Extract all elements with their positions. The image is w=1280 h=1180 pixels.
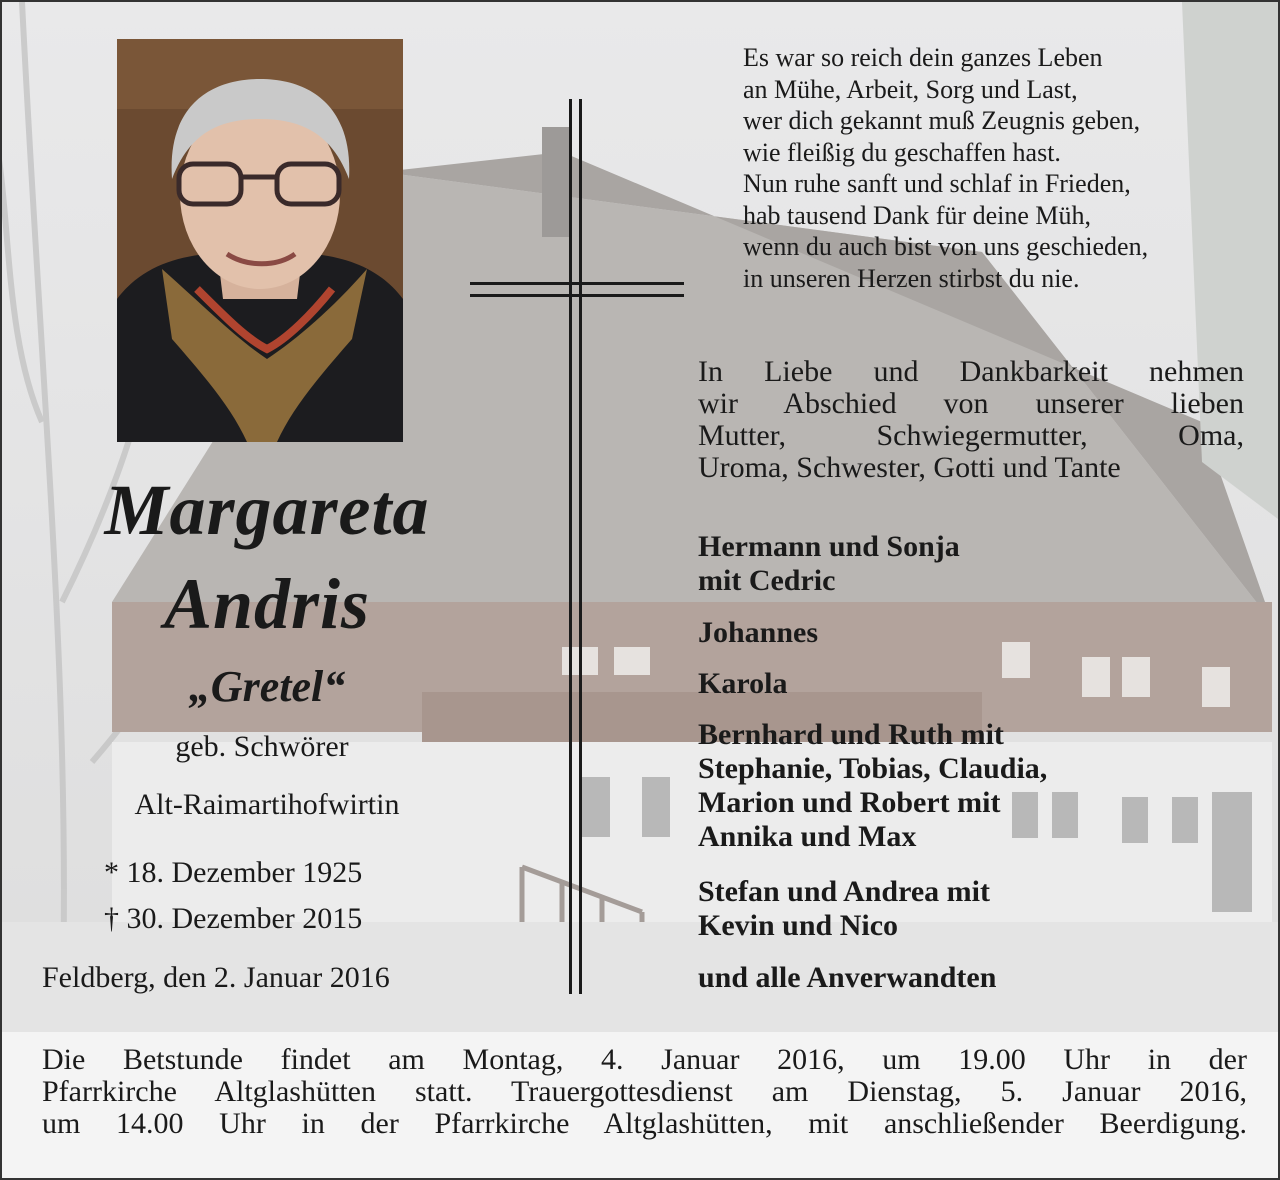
poem-line: in unseren Herzen stirbst du nie. <box>743 263 1080 293</box>
poem-line: wer dich gekannt muß Zeugnis geben, <box>743 106 1141 135</box>
poem-line: wie fleißig du geschaffen hast. <box>743 137 1061 167</box>
death-date: † 30. Dezember 2015 <box>104 902 363 935</box>
family-group <box>698 530 1258 598</box>
poem-line: hab tausend Dank für deine Müh, <box>743 200 1092 230</box>
first-name: Margareta <box>104 470 430 550</box>
service-information <box>42 1044 1247 1140</box>
footer-line: um 14.00 Uhr in der Pfarrkirche Altglashütten, mit anschließender Beerdigung. <box>42 1107 1247 1140</box>
family-line: Karola <box>698 667 788 700</box>
family-line: und alle Anverwandten <box>698 961 997 994</box>
family-line: Bernhard und Ruth mit <box>698 718 1004 751</box>
occupation: Alt-Raimartihofwirtin <box>134 788 400 821</box>
family-group <box>698 875 1258 943</box>
portrait-illustration <box>117 39 403 442</box>
poem-line: Nun ruhe sanft und schlaf in Frieden, <box>743 169 1131 198</box>
family-line: Kevin und Nico <box>698 909 899 942</box>
intro-line: In Liebe und Dankbarkeit nehmen <box>698 355 1244 388</box>
last-name: Andris <box>163 564 371 644</box>
family-line: Johannes <box>698 616 819 649</box>
intro-line: Mutter, Schwiegermutter, Oma, <box>698 419 1244 452</box>
birth-date: * 18. Dezember 1925 <box>104 856 363 889</box>
nickname: „Gretel“ <box>188 662 346 711</box>
intro-line: wir Abschied von unserer lieben <box>698 387 1244 420</box>
family-line: Stefan und Andrea mit <box>698 875 991 908</box>
poem <box>743 42 1263 294</box>
family-line: mit Cedric <box>698 564 836 597</box>
portrait-photo <box>117 39 403 442</box>
farewell-intro <box>698 356 1244 484</box>
place-and-date: Feldberg, den 2. Januar 2016 <box>42 961 390 994</box>
footer-line: Pfarrkirche Altglashütten statt. Trauergottesdienst am Dienstag, 5. Januar 2016, <box>42 1075 1247 1108</box>
poem-line: wenn du auch bist von uns geschieden, <box>743 232 1149 261</box>
poem-line: Es war so reich dein ganzes Leben <box>743 43 1103 72</box>
poem-line: an Mühe, Arbeit, Sorg und Last, <box>743 74 1078 104</box>
family-line: Marion und Robert mit <box>698 786 1001 819</box>
family-group <box>698 961 1258 995</box>
family-line: Hermann und Sonja <box>698 530 960 563</box>
family-group <box>698 616 1258 650</box>
intro-line: Uroma, Schwester, Gotti und Tante <box>698 451 1121 484</box>
family-line: Annika und Max <box>698 820 917 853</box>
family-line: Stephanie, Tobias, Claudia, <box>698 752 1048 785</box>
maiden-name: geb. Schwörer <box>175 730 349 763</box>
life-dates <box>104 850 362 942</box>
family-group <box>698 667 1258 701</box>
footer-line: Die Betstunde findet am Montag, 4. Januar 2016, um 19.00 Uhr in der <box>42 1043 1247 1076</box>
family-group <box>698 718 1258 854</box>
